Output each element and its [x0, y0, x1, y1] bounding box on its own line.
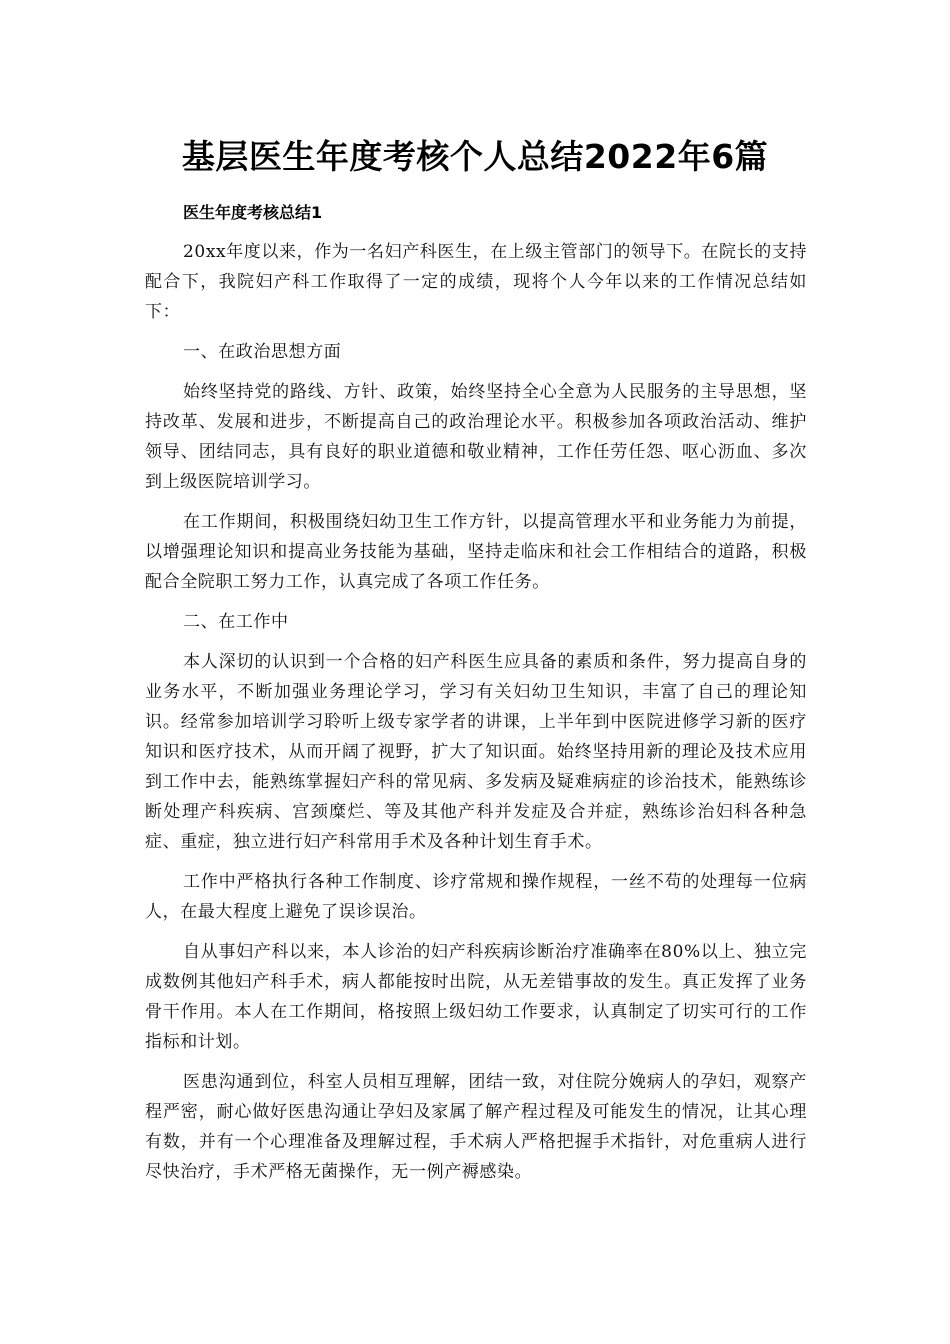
paragraph-professional-study: 本人深切的认识到一个合格的妇产科医生应具备的素质和条件，努力提高自身的业务水平，不断加强业务理论学习，学习有关妇幼卫生知识，丰富了自己的理论知识。经常参加培训学习聆听上级专家学者的讲课，上半年到中医院进修学习新的医疗知识和医疗技术，从而开阔了视野，扩大了知识面。始终坚持用新的理论及技术应用到工作中去，能熟练掌握妇产科的常见病、多发病及疑难病症的诊治技术，能熟练诊断处理产科疾病、宫颈糜烂、等及其他产科并发症及合并症，熟练诊治妇科各种急症、重症，独立进行妇产科常用手术及各种计划生育手术。 — [145, 652, 807, 852]
heading-political-thought: 一、在政治思想方面 — [183, 342, 342, 362]
section-subtitle: 医生年度考核总结1 — [183, 203, 323, 222]
document-body — [145, 198, 807, 1197]
document-title: 基层医生年度考核个人总结2022年6篇 — [181, 137, 769, 176]
paragraph-intro: 20xx年度以来，作为一名妇产科医生，在上级主管部门的领导下。在院长的支持配合下，我院妇产科工作取得了一定的成绩，现将个人今年以来的工作情况总结如下： — [145, 242, 808, 322]
paragraph-diagnosis-accuracy: 自从事妇产科以来，本人诊治的妇产科疾病诊断治疗准确率在80%以上、独立完成数例其他妇产科手术，病人都能按时出院，从无差错事故的发生。真正发挥了业务骨干作用。本人在工作期间，格按照上级妇幼工作要求，认真制定了切实可行的工作指标和计划。 — [145, 942, 807, 1052]
paragraph-work-rules: 工作中严格执行各种工作制度、诊疗常规和操作规程，一丝不苟的处理每一位病人，在最大程度上避免了误诊误治。 — [145, 872, 807, 922]
heading-at-work: 二、在工作中 — [183, 612, 289, 632]
paragraph-work-period: 在工作期间，积极围绕妇幼卫生工作方针，以提高管理水平和业务能力为前提，以增强理论知识和提高业务技能为基础，坚持走临床和社会工作相结合的道路，积极配合全院职工努力工作，认真完成了各项工作任务。 — [145, 512, 807, 592]
paragraph-political-thought: 始终坚持党的路线、方针、政策，始终坚持全心全意为人民服务的主导思想，坚持改革、发展和进步，不断提高自己的政治理论水平。积极参加各项政治活动、维护领导、团结同志，具有良好的职业道德和敬业精神，工作任劳任怨、呕心沥血、多次到上级医院培训学习。 — [145, 382, 807, 492]
paragraph-patient-communication: 医患沟通到位，科室人员相互理解，团结一致，对住院分娩病人的孕妇，观察产程严密，耐心做好医患沟通让孕妇及家属了解产程过程及可能发生的情况，让其心理有数，并有一个心理准备及理解过程，手术病人严格把握手术指针，对危重病人进行尽快治疗，手术严格无菌操作，无一例产褥感染。 — [145, 1072, 807, 1182]
